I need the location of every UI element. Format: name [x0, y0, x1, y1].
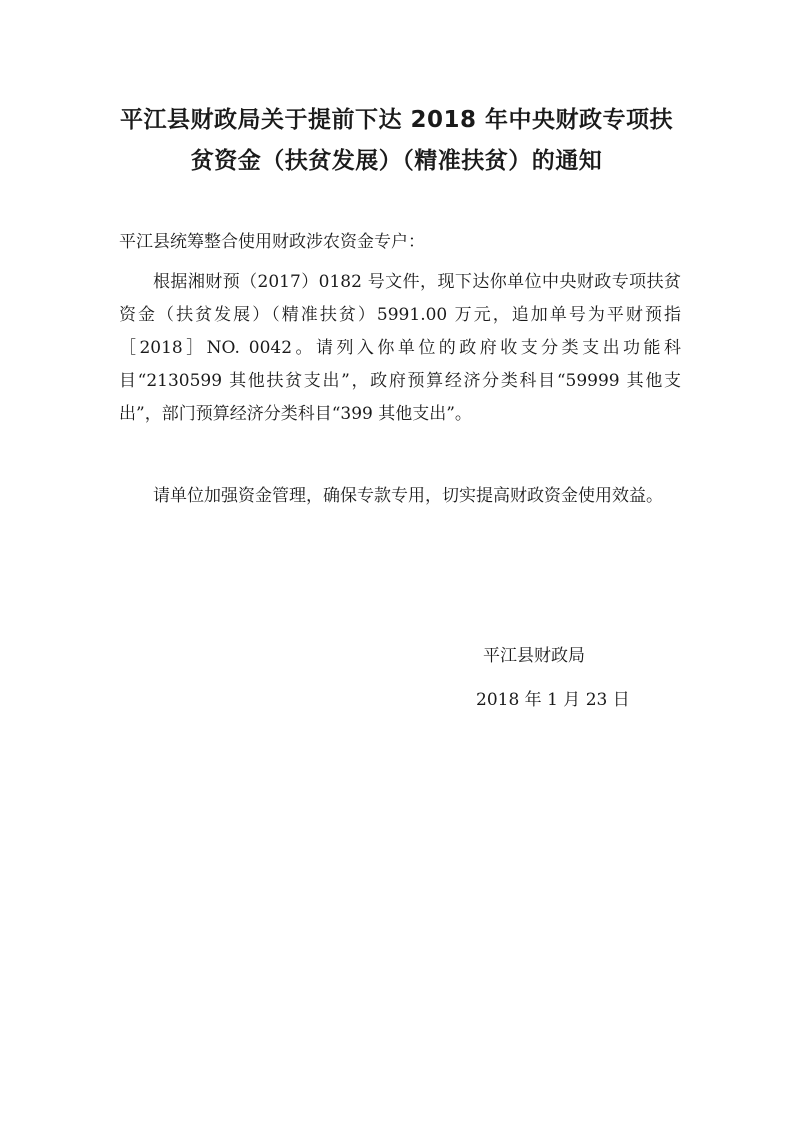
- salutation: 平江县统筹整合使用财政涉农资金专户：: [119, 232, 425, 252]
- signature-date: 2018 年 1 月 23 日: [476, 690, 630, 710]
- signature-organization: 平江县财政局: [483, 646, 585, 666]
- document-title-line-2: 贫资金（扶贫发展）（精准扶贫）的通知: [190, 148, 603, 174]
- document-title-line-1: 平江县财政局关于提前下达 2018 年中央财政专项扶: [119, 107, 674, 133]
- body-paragraph-1: 根据湘财预（2017）0182 号文件，现下达你单位中央财政专项扶贫资金（扶贫发展）（精准扶贫）5991.00 万元，追加单号为平财预指［2018］NO. 0042。请列入你单位的政府收支分类支出功能科目“2130599 其他扶贫支出”，政府预算经济分类科目“59999 其他支出”，部门预算经济分类科目“399 其他支出”。: [119, 272, 681, 424]
- body-paragraph-2: 请单位加强资金管理，确保专款专用，切实提高财政资金使用效益。: [153, 486, 663, 506]
